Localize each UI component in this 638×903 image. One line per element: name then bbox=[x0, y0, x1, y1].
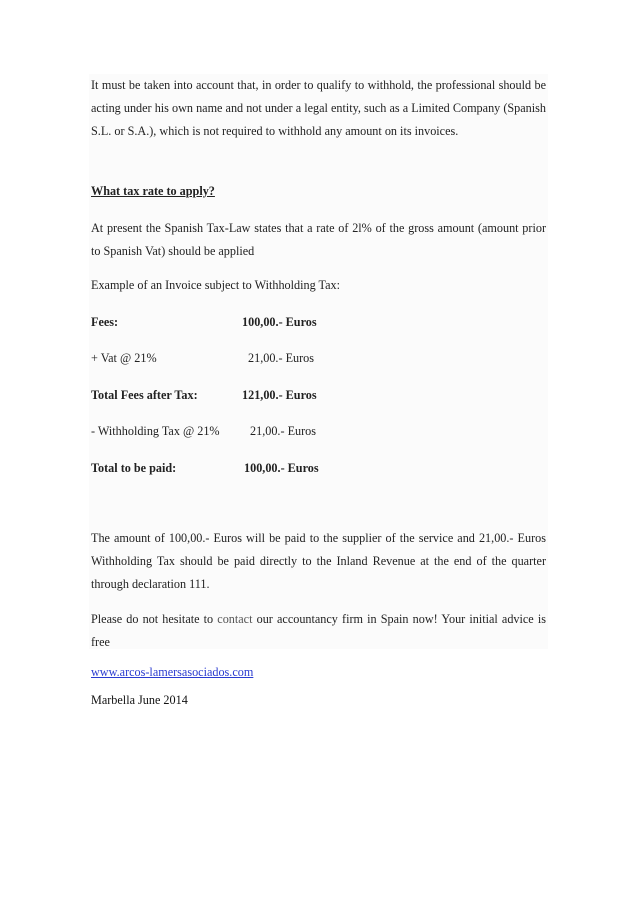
website-link[interactable]: www.arcos-lamersasociados.com bbox=[91, 665, 254, 679]
rate-paragraph: At present the Spanish Tax-Law states that a rate of 2l% of the gross amount (amount prior to Spanish Vat) should be applied bbox=[91, 221, 546, 258]
date-line: Marbella June 2014 bbox=[91, 693, 188, 707]
invoice-row-fees bbox=[91, 311, 546, 334]
withholding-label: - Withholding Tax @ 21% bbox=[91, 424, 220, 438]
total-fees-value: 121,00.- Euros bbox=[242, 388, 317, 402]
withholding-value: 21,00.- Euros bbox=[250, 424, 317, 438]
total-paid-value: 100,00.- Euros bbox=[244, 461, 319, 475]
closing-text-before: Please do not hesitate to bbox=[91, 612, 218, 626]
payment-paragraph: The amount of 100,00.- Euros will be paid to the supplier of the service and 21,00.- Euros Withholding Tax should be paid directly to the Inland Revenue at the end of the quarter through declaration 111. bbox=[91, 531, 546, 591]
intro-paragraph: It must be taken into account that, in order to qualify to withhold, the professional should be acting under his own name and not under a legal entity, such as a Limited Company (Spanish S.L. or S.A.), which is not required to withhold any amount on its invoices. bbox=[91, 78, 546, 138]
closing-paragraph bbox=[91, 608, 546, 654]
closing-text-after: our accountancy firm in Spain now! Your initial advice is free bbox=[91, 612, 546, 649]
contact-link[interactable]: contact bbox=[217, 612, 253, 626]
section-heading: What tax rate to apply? bbox=[91, 184, 215, 198]
total-paid-label: Total to be paid: bbox=[91, 461, 177, 475]
invoice-row-vat bbox=[91, 347, 546, 370]
website-line bbox=[91, 661, 546, 684]
example-title: Example of an Invoice subject to Withholding Tax: bbox=[91, 278, 341, 292]
invoice-row-total-fees bbox=[91, 384, 546, 407]
vat-label: + Vat @ 21% bbox=[91, 351, 157, 365]
document-page bbox=[91, 0, 546, 903]
total-fees-label: Total Fees after Tax: bbox=[91, 388, 198, 402]
invoice-row-total-paid bbox=[91, 457, 546, 480]
invoice-row-withholding bbox=[91, 420, 546, 443]
fees-label: Fees: bbox=[91, 315, 119, 329]
vat-value: 21,00.- Euros bbox=[248, 351, 315, 365]
fees-value: 100,00.- Euros bbox=[242, 315, 317, 329]
